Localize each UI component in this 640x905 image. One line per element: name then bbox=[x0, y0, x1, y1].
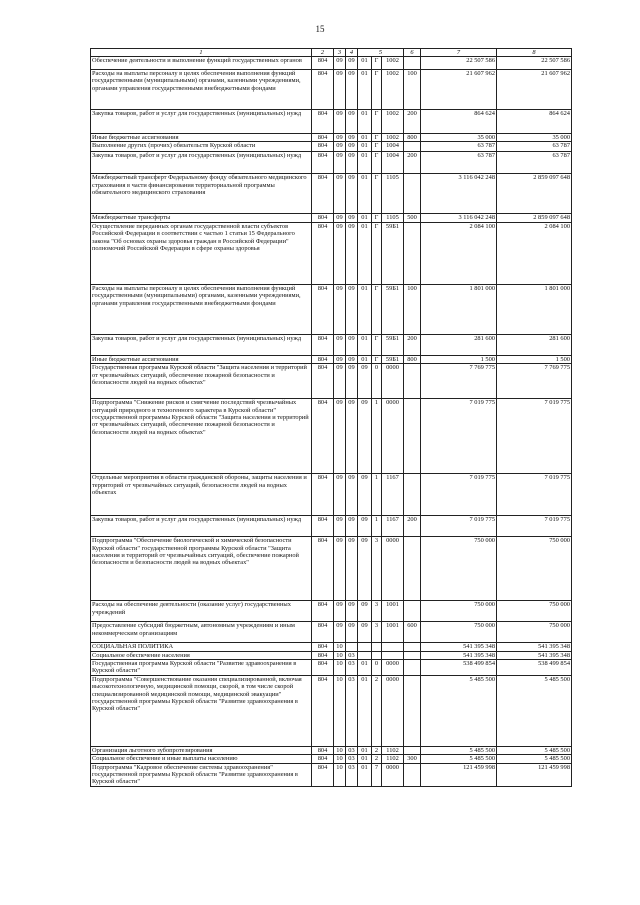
table-row bbox=[91, 537, 572, 601]
row-program-code: 01 bbox=[358, 70, 372, 110]
row-section: 09 bbox=[334, 399, 346, 474]
row-name: Государственная программа Курской области "Развитие здравоохранения в Курской области" bbox=[91, 660, 312, 676]
row-subprogram-code: 1 bbox=[372, 516, 382, 537]
row-admin-code: 804 bbox=[312, 57, 334, 70]
row-direction-code: 0000 bbox=[382, 537, 404, 601]
table-row bbox=[91, 110, 572, 134]
row-expense-type bbox=[404, 643, 421, 651]
table-row bbox=[91, 152, 572, 174]
row-program-code: 01 bbox=[358, 660, 372, 676]
header-col-6: 6 bbox=[404, 49, 421, 57]
table-row bbox=[91, 355, 572, 363]
row-amount-1: 750 000 bbox=[421, 622, 497, 643]
row-expense-type bbox=[404, 763, 421, 786]
row-subprogram-code: 0 bbox=[372, 660, 382, 676]
row-subsection: 09 bbox=[346, 537, 358, 601]
page-number: 15 bbox=[315, 24, 325, 34]
row-expense-type: 600 bbox=[404, 622, 421, 643]
row-expense-type: 200 bbox=[404, 152, 421, 174]
row-amount-2: 750 000 bbox=[497, 601, 572, 622]
row-subprogram-code: Г bbox=[372, 57, 382, 70]
row-name: Предоставление субсидий бюджетным, автономным учреждениям и иным некоммерческим организациям bbox=[91, 622, 312, 643]
row-subsection: 03 bbox=[346, 675, 358, 746]
row-program-code: 09 bbox=[358, 601, 372, 622]
row-admin-code: 804 bbox=[312, 660, 334, 676]
row-subsection: 09 bbox=[346, 57, 358, 70]
row-program-code: 01 bbox=[358, 222, 372, 284]
row-direction-code: 1004 bbox=[382, 142, 404, 152]
row-program-code: 01 bbox=[358, 174, 372, 214]
row-expense-type bbox=[404, 746, 421, 754]
table-row bbox=[91, 134, 572, 142]
row-section: 10 bbox=[334, 660, 346, 676]
row-program-code: 01 bbox=[358, 763, 372, 786]
row-name: Расходы на обеспечение деятельности (оказание услуг) государственных учреждений bbox=[91, 601, 312, 622]
row-amount-1: 22 507 586 bbox=[421, 57, 497, 70]
row-direction-code: 0000 bbox=[382, 763, 404, 786]
row-amount-1: 3 116 042 248 bbox=[421, 214, 497, 222]
row-admin-code: 804 bbox=[312, 284, 334, 334]
row-amount-1: 21 607 962 bbox=[421, 70, 497, 110]
row-program-code: 09 bbox=[358, 622, 372, 643]
row-name: Социальное обеспечение населения bbox=[91, 651, 312, 659]
table-row bbox=[91, 516, 572, 537]
row-section: 09 bbox=[334, 355, 346, 363]
row-amount-1: 538 499 854 bbox=[421, 660, 497, 676]
table-row bbox=[91, 643, 572, 651]
table-row bbox=[91, 755, 572, 763]
row-amount-1: 541 395 348 bbox=[421, 643, 497, 651]
row-direction-code: 0000 bbox=[382, 660, 404, 676]
row-amount-1: 63 787 bbox=[421, 152, 497, 174]
row-subsection: 09 bbox=[346, 222, 358, 284]
row-amount-2: 121 459 998 bbox=[497, 763, 572, 786]
row-direction-code: 1001 bbox=[382, 622, 404, 643]
row-amount-2: 1 500 bbox=[497, 355, 572, 363]
row-admin-code: 804 bbox=[312, 334, 334, 355]
table-row bbox=[91, 284, 572, 334]
row-amount-1: 3 116 042 248 bbox=[421, 174, 497, 214]
row-direction-code: 1167 bbox=[382, 474, 404, 516]
row-subsection: 09 bbox=[346, 364, 358, 399]
row-subsection: 09 bbox=[346, 134, 358, 142]
row-program-code bbox=[358, 643, 372, 651]
table-row bbox=[91, 364, 572, 399]
row-amount-1: 750 000 bbox=[421, 601, 497, 622]
row-admin-code: 804 bbox=[312, 474, 334, 516]
row-subprogram-code: 3 bbox=[372, 622, 382, 643]
row-admin-code: 804 bbox=[312, 675, 334, 746]
table-row bbox=[91, 622, 572, 643]
row-name: Межбюджетные трансферты bbox=[91, 214, 312, 222]
row-subsection: 03 bbox=[346, 755, 358, 763]
row-name: Межбюджетный трансферт Федеральному фонду обязательного медицинского страхования в части финансирования территориальной программы обязательного медицинского страхования bbox=[91, 174, 312, 214]
row-subsection: 09 bbox=[346, 334, 358, 355]
row-expense-type: 200 bbox=[404, 110, 421, 134]
row-direction-code: 1002 bbox=[382, 70, 404, 110]
row-admin-code: 804 bbox=[312, 746, 334, 754]
row-direction-code: 1167 bbox=[382, 516, 404, 537]
row-direction-code: 1102 bbox=[382, 746, 404, 754]
row-amount-2: 7 019 775 bbox=[497, 516, 572, 537]
row-amount-1: 7 769 775 bbox=[421, 364, 497, 399]
table-row bbox=[91, 601, 572, 622]
row-section: 10 bbox=[334, 643, 346, 651]
row-expense-type bbox=[404, 142, 421, 152]
row-expense-type bbox=[404, 57, 421, 70]
row-subsection: 09 bbox=[346, 474, 358, 516]
row-name: Организация льготного зубопротезирования bbox=[91, 746, 312, 754]
row-subprogram-code: 1 bbox=[372, 399, 382, 474]
row-subprogram-code: Г bbox=[372, 222, 382, 284]
row-section: 09 bbox=[334, 284, 346, 334]
table-row bbox=[91, 474, 572, 516]
row-subprogram-code bbox=[372, 643, 382, 651]
row-program-code: 09 bbox=[358, 516, 372, 537]
row-section: 09 bbox=[334, 214, 346, 222]
row-section: 10 bbox=[334, 651, 346, 659]
row-subsection: 09 bbox=[346, 142, 358, 152]
row-name: Закупка товаров, работ и услуг для государственных (муниципальных) нужд bbox=[91, 516, 312, 537]
row-section: 10 bbox=[334, 763, 346, 786]
budget-table bbox=[90, 48, 572, 787]
table-row bbox=[91, 651, 572, 659]
header-col-1: 1 bbox=[91, 49, 312, 57]
row-section: 09 bbox=[334, 516, 346, 537]
row-expense-type: 200 bbox=[404, 516, 421, 537]
row-direction-code bbox=[382, 651, 404, 659]
row-program-code: 01 bbox=[358, 110, 372, 134]
row-subprogram-code: 0 bbox=[372, 364, 382, 399]
row-program-code bbox=[358, 651, 372, 659]
row-section: 09 bbox=[334, 222, 346, 284]
row-subsection bbox=[346, 643, 358, 651]
row-section: 10 bbox=[334, 746, 346, 754]
row-section: 09 bbox=[334, 152, 346, 174]
table-row bbox=[91, 70, 572, 110]
row-expense-type: 100 bbox=[404, 284, 421, 334]
row-subsection: 03 bbox=[346, 651, 358, 659]
row-admin-code: 804 bbox=[312, 152, 334, 174]
row-admin-code: 804 bbox=[312, 516, 334, 537]
row-admin-code: 804 bbox=[312, 355, 334, 363]
row-amount-2: 541 395 348 bbox=[497, 643, 572, 651]
row-name: СОЦИАЛЬНАЯ ПОЛИТИКА bbox=[91, 643, 312, 651]
row-admin-code: 804 bbox=[312, 134, 334, 142]
row-program-code: 01 bbox=[358, 57, 372, 70]
row-direction-code: 0000 bbox=[382, 364, 404, 399]
row-subprogram-code: Г bbox=[372, 355, 382, 363]
row-admin-code: 804 bbox=[312, 643, 334, 651]
row-direction-code: 1102 bbox=[382, 755, 404, 763]
row-section: 09 bbox=[334, 174, 346, 214]
row-amount-1: 1 801 000 bbox=[421, 284, 497, 334]
row-expense-type: 300 bbox=[404, 755, 421, 763]
row-expense-type: 800 bbox=[404, 134, 421, 142]
row-amount-2: 63 787 bbox=[497, 142, 572, 152]
row-subsection: 03 bbox=[346, 746, 358, 754]
row-subsection: 03 bbox=[346, 660, 358, 676]
row-program-code: 01 bbox=[358, 284, 372, 334]
row-subprogram-code: Г bbox=[372, 334, 382, 355]
row-name: Социальное обеспечение и иные выплаты населению bbox=[91, 755, 312, 763]
row-name: Иные бюджетные ассигнования bbox=[91, 134, 312, 142]
row-amount-1: 864 624 bbox=[421, 110, 497, 134]
row-section: 09 bbox=[334, 622, 346, 643]
row-subsection: 09 bbox=[346, 110, 358, 134]
row-amount-2: 281 600 bbox=[497, 334, 572, 355]
header-col-8: 8 bbox=[497, 49, 572, 57]
row-subsection: 09 bbox=[346, 516, 358, 537]
row-expense-type: 200 bbox=[404, 334, 421, 355]
row-subsection: 03 bbox=[346, 763, 358, 786]
row-subprogram-code bbox=[372, 651, 382, 659]
row-admin-code: 804 bbox=[312, 214, 334, 222]
row-amount-1: 35 000 bbox=[421, 134, 497, 142]
row-direction-code: 1105 bbox=[382, 214, 404, 222]
table-row bbox=[91, 746, 572, 754]
row-section: 09 bbox=[334, 57, 346, 70]
row-amount-2: 21 607 962 bbox=[497, 70, 572, 110]
row-name: Выполнение других (прочих) обязательств Курской области bbox=[91, 142, 312, 152]
row-direction-code: 1002 bbox=[382, 134, 404, 142]
row-amount-1: 5 485 500 bbox=[421, 746, 497, 754]
row-name: Осуществление переданных органам государственной власти субъектов Российской Федерации в соответствии с частью 1 статьи 15 Федерального закона "Об основах охраны здоровья граждан в Российской Федерации" полномочий Российской Федерации в сфере охраны здоровья bbox=[91, 222, 312, 284]
row-program-code: 09 bbox=[358, 537, 372, 601]
row-subprogram-code: Г bbox=[372, 142, 382, 152]
row-amount-1: 1 500 bbox=[421, 355, 497, 363]
row-section: 09 bbox=[334, 474, 346, 516]
row-admin-code: 804 bbox=[312, 763, 334, 786]
row-amount-2: 22 507 586 bbox=[497, 57, 572, 70]
table-row bbox=[91, 174, 572, 214]
row-admin-code: 804 bbox=[312, 222, 334, 284]
row-amount-1: 7 019 775 bbox=[421, 516, 497, 537]
table-row bbox=[91, 675, 572, 746]
row-name: Отдельные мероприятия в области гражданской обороны, защиты населения и территорий от чрезвычайных ситуаций, безопасности людей на водных объектах bbox=[91, 474, 312, 516]
table-row bbox=[91, 214, 572, 222]
row-subprogram-code: Г bbox=[372, 284, 382, 334]
header-col-3: 3 bbox=[334, 49, 346, 57]
row-expense-type bbox=[404, 537, 421, 601]
row-subprogram-code: 2 bbox=[372, 675, 382, 746]
row-program-code: 01 bbox=[358, 334, 372, 355]
row-direction-code bbox=[382, 643, 404, 651]
header-row bbox=[91, 49, 572, 57]
row-direction-code: 1004 bbox=[382, 152, 404, 174]
row-amount-1: 63 787 bbox=[421, 142, 497, 152]
row-section: 09 bbox=[334, 70, 346, 110]
row-direction-code: 1002 bbox=[382, 110, 404, 134]
row-program-code: 01 bbox=[358, 746, 372, 754]
row-section: 09 bbox=[334, 334, 346, 355]
row-amount-2: 538 499 854 bbox=[497, 660, 572, 676]
row-amount-2: 7 019 775 bbox=[497, 399, 572, 474]
row-amount-1: 121 459 998 bbox=[421, 763, 497, 786]
row-admin-code: 804 bbox=[312, 651, 334, 659]
row-program-code: 01 bbox=[358, 755, 372, 763]
row-section: 10 bbox=[334, 755, 346, 763]
row-amount-2: 2 084 100 bbox=[497, 222, 572, 284]
row-subsection: 09 bbox=[346, 284, 358, 334]
row-expense-type bbox=[404, 601, 421, 622]
row-amount-2: 541 395 348 bbox=[497, 651, 572, 659]
row-direction-code: 59Б1 bbox=[382, 355, 404, 363]
table-row bbox=[91, 399, 572, 474]
row-direction-code: 1105 bbox=[382, 174, 404, 214]
row-program-code: 09 bbox=[358, 399, 372, 474]
row-subprogram-code: 3 bbox=[372, 537, 382, 601]
row-subprogram-code: Г bbox=[372, 70, 382, 110]
row-section: 10 bbox=[334, 675, 346, 746]
row-expense-type bbox=[404, 675, 421, 746]
table-row bbox=[91, 334, 572, 355]
row-subsection: 09 bbox=[346, 152, 358, 174]
row-name: Иные бюджетные ассигнования bbox=[91, 355, 312, 363]
row-name: Государственная программа Курской области "Защита населения и территорий от чрезвычайных ситуаций, обеспечение пожарной безопасности и безопасности людей на водных объектах" bbox=[91, 364, 312, 399]
row-expense-type bbox=[404, 660, 421, 676]
row-section: 09 bbox=[334, 364, 346, 399]
row-amount-2: 5 485 500 bbox=[497, 675, 572, 746]
row-name: Расходы на выплаты персоналу в целях обеспечения выполнения функций государственными (муниципальными) органами, казенными учреждениями, органами управления государственными внебюджетными фондами bbox=[91, 284, 312, 334]
row-name: Подпрограмма "Снижение рисков и смягчение последствий чрезвычайных ситуаций природного и техногенного характера в Курской области" государственной программы Курской области "Защита населения и территорий от чрезвычайных ситуаций, обеспечение пожарной безопасности и безопасности людей на водных объектах" bbox=[91, 399, 312, 474]
row-subsection: 09 bbox=[346, 174, 358, 214]
row-program-code: 09 bbox=[358, 474, 372, 516]
table-row bbox=[91, 57, 572, 70]
header-col-5: 5 bbox=[358, 49, 404, 57]
row-subprogram-code: 3 bbox=[372, 601, 382, 622]
row-amount-2: 750 000 bbox=[497, 537, 572, 601]
row-section: 09 bbox=[334, 537, 346, 601]
row-expense-type bbox=[404, 651, 421, 659]
row-admin-code: 804 bbox=[312, 110, 334, 134]
row-direction-code: 1002 bbox=[382, 57, 404, 70]
row-amount-1: 5 485 500 bbox=[421, 675, 497, 746]
row-amount-1: 7 019 775 bbox=[421, 474, 497, 516]
row-name: Расходы на выплаты персоналу в целях обеспечения выполнения функций государственными (муниципальными) органами, казенными учреждениями, органами управления государственными внебюджетными фондами bbox=[91, 70, 312, 110]
row-subsection: 09 bbox=[346, 355, 358, 363]
row-subprogram-code: 1 bbox=[372, 474, 382, 516]
row-direction-code: 59Б1 bbox=[382, 222, 404, 284]
row-expense-type: 100 bbox=[404, 70, 421, 110]
row-direction-code: 59Б1 bbox=[382, 334, 404, 355]
header-col-7: 7 bbox=[421, 49, 497, 57]
row-amount-1: 281 600 bbox=[421, 334, 497, 355]
row-subsection: 09 bbox=[346, 601, 358, 622]
table-row bbox=[91, 222, 572, 284]
row-amount-2: 2 859 097 648 bbox=[497, 214, 572, 222]
row-subprogram-code: Г bbox=[372, 214, 382, 222]
row-admin-code: 804 bbox=[312, 174, 334, 214]
row-amount-2: 2 859 097 648 bbox=[497, 174, 572, 214]
row-direction-code: 0000 bbox=[382, 675, 404, 746]
row-subsection: 09 bbox=[346, 399, 358, 474]
row-expense-type bbox=[404, 364, 421, 399]
row-direction-code: 59Б1 bbox=[382, 284, 404, 334]
row-program-code: 01 bbox=[358, 355, 372, 363]
row-subprogram-code: Г bbox=[372, 110, 382, 134]
row-amount-1: 2 084 100 bbox=[421, 222, 497, 284]
row-section: 09 bbox=[334, 134, 346, 142]
row-subprogram-code: 2 bbox=[372, 755, 382, 763]
row-section: 09 bbox=[334, 142, 346, 152]
row-program-code: 09 bbox=[358, 364, 372, 399]
row-amount-2: 7 769 775 bbox=[497, 364, 572, 399]
row-program-code: 01 bbox=[358, 152, 372, 174]
row-amount-2: 35 000 bbox=[497, 134, 572, 142]
row-amount-2: 63 787 bbox=[497, 152, 572, 174]
header-col-2: 2 bbox=[312, 49, 334, 57]
row-subprogram-code: Г bbox=[372, 174, 382, 214]
row-name: Обеспечение деятельности и выполнение функций государственных органов bbox=[91, 57, 312, 70]
row-name: Подпрограмма "Кадровое обеспечение системы здравоохранения" государственной программы Курской области "Развитие здравоохранения в Курской области" bbox=[91, 763, 312, 786]
row-subprogram-code: 7 bbox=[372, 763, 382, 786]
row-expense-type: 800 bbox=[404, 355, 421, 363]
header-col-4: 4 bbox=[346, 49, 358, 57]
row-expense-type bbox=[404, 222, 421, 284]
row-amount-1: 7 019 775 bbox=[421, 399, 497, 474]
row-program-code: 01 bbox=[358, 214, 372, 222]
row-admin-code: 804 bbox=[312, 70, 334, 110]
row-amount-2: 7 019 775 bbox=[497, 474, 572, 516]
row-name: Закупка товаров, работ и услуг для государственных (муниципальных) нужд bbox=[91, 110, 312, 134]
table-body bbox=[91, 57, 572, 787]
row-admin-code: 804 bbox=[312, 601, 334, 622]
row-subprogram-code: 2 bbox=[372, 746, 382, 754]
row-admin-code: 804 bbox=[312, 537, 334, 601]
row-admin-code: 804 bbox=[312, 142, 334, 152]
row-admin-code: 804 bbox=[312, 755, 334, 763]
row-amount-1: 541 395 348 bbox=[421, 651, 497, 659]
row-subsection: 09 bbox=[346, 214, 358, 222]
row-program-code: 01 bbox=[358, 142, 372, 152]
row-direction-code: 0000 bbox=[382, 399, 404, 474]
row-expense-type bbox=[404, 174, 421, 214]
row-program-code: 01 bbox=[358, 134, 372, 142]
row-name: Подпрограмма "Совершенствование оказания специализированной, включая высокотехнологичную, медицинской помощи, скорой, в том числе скорой специализированной медицинской помощи, медицинской эвакуации" государственной программы Курской области "Развитие здравоохранения в Курской области" bbox=[91, 675, 312, 746]
table-row bbox=[91, 142, 572, 152]
table-row bbox=[91, 660, 572, 676]
row-admin-code: 804 bbox=[312, 622, 334, 643]
row-section: 09 bbox=[334, 110, 346, 134]
row-amount-2: 5 485 500 bbox=[497, 755, 572, 763]
row-subprogram-code: Г bbox=[372, 152, 382, 174]
row-amount-1: 5 485 500 bbox=[421, 755, 497, 763]
row-expense-type: 500 bbox=[404, 214, 421, 222]
table-row bbox=[91, 763, 572, 786]
row-expense-type bbox=[404, 474, 421, 516]
row-direction-code: 1001 bbox=[382, 601, 404, 622]
row-subprogram-code: Г bbox=[372, 134, 382, 142]
row-name: Закупка товаров, работ и услуг для государственных (муниципальных) нужд bbox=[91, 334, 312, 355]
row-subsection: 09 bbox=[346, 70, 358, 110]
row-program-code: 01 bbox=[358, 675, 372, 746]
row-amount-2: 5 485 500 bbox=[497, 746, 572, 754]
row-amount-1: 750 000 bbox=[421, 537, 497, 601]
row-admin-code: 804 bbox=[312, 364, 334, 399]
row-amount-2: 1 801 000 bbox=[497, 284, 572, 334]
row-name: Закупка товаров, работ и услуг для государственных (муниципальных) нужд bbox=[91, 152, 312, 174]
row-amount-2: 750 000 bbox=[497, 622, 572, 643]
row-amount-2: 864 624 bbox=[497, 110, 572, 134]
row-section: 09 bbox=[334, 601, 346, 622]
row-subsection: 09 bbox=[346, 622, 358, 643]
row-admin-code: 804 bbox=[312, 399, 334, 474]
row-expense-type bbox=[404, 399, 421, 474]
row-name: Подпрограмма "Обеспечение биологической и химической безопасности Курской области" государственной программы Курской области "Защита населения и территорий от чрезвычайных ситуаций, обеспечение пожарной безопасности и безопасности людей на водных объектах" bbox=[91, 537, 312, 601]
